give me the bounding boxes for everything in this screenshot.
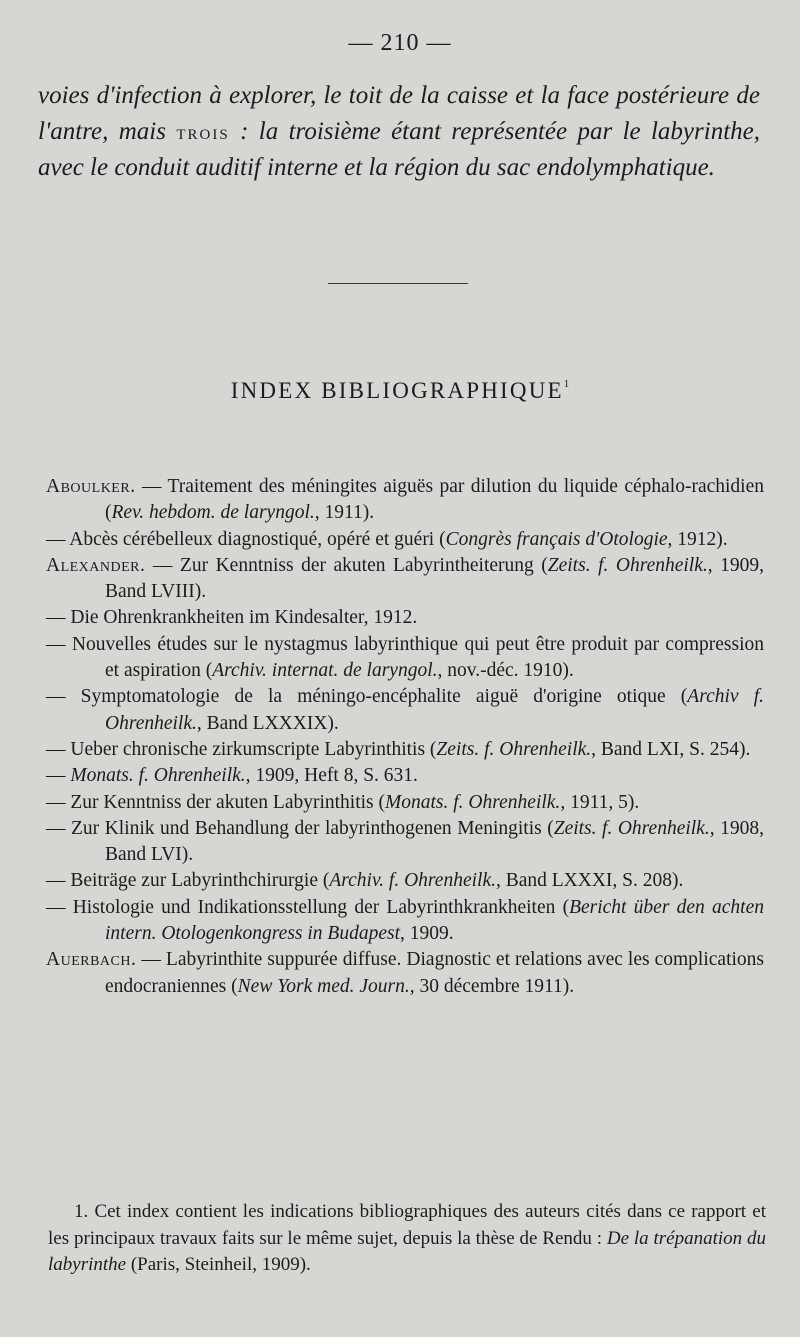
entry-source: Monats. f. Ohrenheilk. (385, 791, 561, 813)
entry-text: , 1911). (314, 502, 375, 524)
entry-text: — Labyrinthite suppurée diffuse. Diagnostic et relations avec les complications endocraniennes ( (105, 949, 764, 997)
entry-text: — Symptomatologie de la méningo-encéphalite aiguë d'origine otique ( (46, 686, 688, 708)
page-number: — 210 — (348, 30, 452, 56)
intro-paragraph (38, 78, 760, 186)
bibliography-entry (46, 763, 764, 789)
entry-author: Alexander. (46, 554, 146, 576)
entry-text: — (46, 765, 71, 787)
bibliography-entry (46, 684, 764, 737)
bibliography-list (46, 474, 764, 1000)
entry-source: Congrès français d'Otologie (445, 528, 668, 550)
bibliography-entry (46, 737, 764, 763)
entry-text: — Beiträge zur Labyrinthchirurgie ( (46, 870, 330, 892)
entry-text: — Zur Kenntniss der akuten Labyrintheiterung ( (145, 554, 548, 576)
entry-text: — Abcès cérébelleux diagnostiqué, opéré et guéri ( (46, 528, 446, 550)
intro-small-caps: trois (176, 119, 230, 144)
entry-text: — Nouvelles études sur le nystagmus labyrinthique qui peut être produit par compression et aspiration ( (46, 633, 764, 682)
footnote-text-end: (Paris, Steinheil, 1909). (126, 1254, 311, 1275)
bibliography-entry (46, 947, 764, 1000)
entry-text: , 1908, Band LVI). (105, 817, 764, 866)
footnote (48, 1199, 766, 1279)
entry-source: Zeits. f. Ohrenheilk. (553, 817, 710, 839)
entry-text: — Ueber chronische zirkumscripte Labyrinthitis ( (46, 738, 437, 760)
entry-source: Rev. hebdom. de laryngol. (111, 502, 315, 524)
bibliography-entry (46, 527, 764, 553)
intro-text: voies d'infection à explorer, le toit de la caisse et la face postérieure de l'antre, mais (38, 82, 760, 145)
entry-source: New York med. Journ. (237, 975, 410, 997)
bibliography-entry (46, 895, 764, 948)
bibliography-entry (46, 790, 764, 816)
entry-text: , Band LXI, S. 254). (591, 738, 751, 760)
entry-text: — Zur Kenntniss der akuten Labyrinthitis ( (46, 791, 386, 813)
entry-author: Auerbach. (46, 949, 137, 971)
entry-source: Archiv. internat. de laryngol. (212, 660, 438, 682)
entry-text: , nov.-déc. 1910). (437, 660, 574, 682)
entry-text: — Traitement des méningites aiguës par dilution du liquide céphalo-rachidien ( (105, 476, 764, 524)
entry-text: , 1909. (400, 923, 454, 945)
entry-source: Bericht über den achten intern. Otologenkongress in Budapest (105, 896, 764, 945)
entry-source: Zeits. f. Ohrenheilk. (436, 738, 592, 760)
index-title-text: INDEX BIBLIOGRAPHIQUE (230, 378, 564, 403)
entry-source: Archiv f. Ohrenheilk. (105, 686, 764, 734)
bibliography-entry (46, 553, 764, 606)
entry-text: , Band LXXXI, S. 208). (495, 870, 684, 892)
section-divider (328, 283, 468, 284)
entry-source: Archiv. f. Ohrenheilk. (329, 870, 496, 892)
entry-text: — Zur Klinik und Behandlung der labyrinthogenen Meningitis ( (46, 817, 554, 839)
entry-text: — Die Ohrenkrankheiten im Kindesalter, 1912. (46, 607, 418, 629)
entry-text: , 30 décembre 1911). (409, 975, 575, 997)
entry-text: , 1912). (667, 528, 728, 550)
entry-text: — Histologie und Indikationsstellung der Labyrinthkrankheiten ( (46, 896, 570, 918)
entry-source: Zeits. f. Ohrenheilk. (547, 554, 708, 576)
bibliography-entry (46, 605, 764, 631)
bibliography-entry (46, 474, 764, 527)
index-title (0, 378, 800, 404)
bibliography-entry (46, 868, 764, 894)
footnote-italic: De la trépanation du labyrinthe (48, 1227, 766, 1275)
entry-text: , 1909, Heft 8, S. 631. (245, 765, 418, 787)
bibliography-entry (46, 816, 764, 869)
entry-text: , 1909, Band LVIII). (105, 554, 765, 603)
bibliography-entry (46, 632, 764, 685)
entry-text: , Band LXXXIX). (196, 712, 339, 734)
entry-source: Monats. f. Ohrenheilk. (70, 765, 246, 787)
entry-text: , 1911, 5). (560, 791, 640, 813)
footnote-mark: 1 (563, 378, 570, 390)
intro-text-end: : la troisième étant représentée par le labyrinthe, avec le conduit auditif interne et la région du sac endolymphatique. (38, 118, 760, 181)
footnote-text: 1. Cet index contient les indications bibliographiques des auteurs cités dans ce rapport et les principaux travaux faits sur le même sujet, depuis la thèse de Rendu : (48, 1201, 766, 1249)
entry-author: Aboulker. (46, 476, 136, 497)
